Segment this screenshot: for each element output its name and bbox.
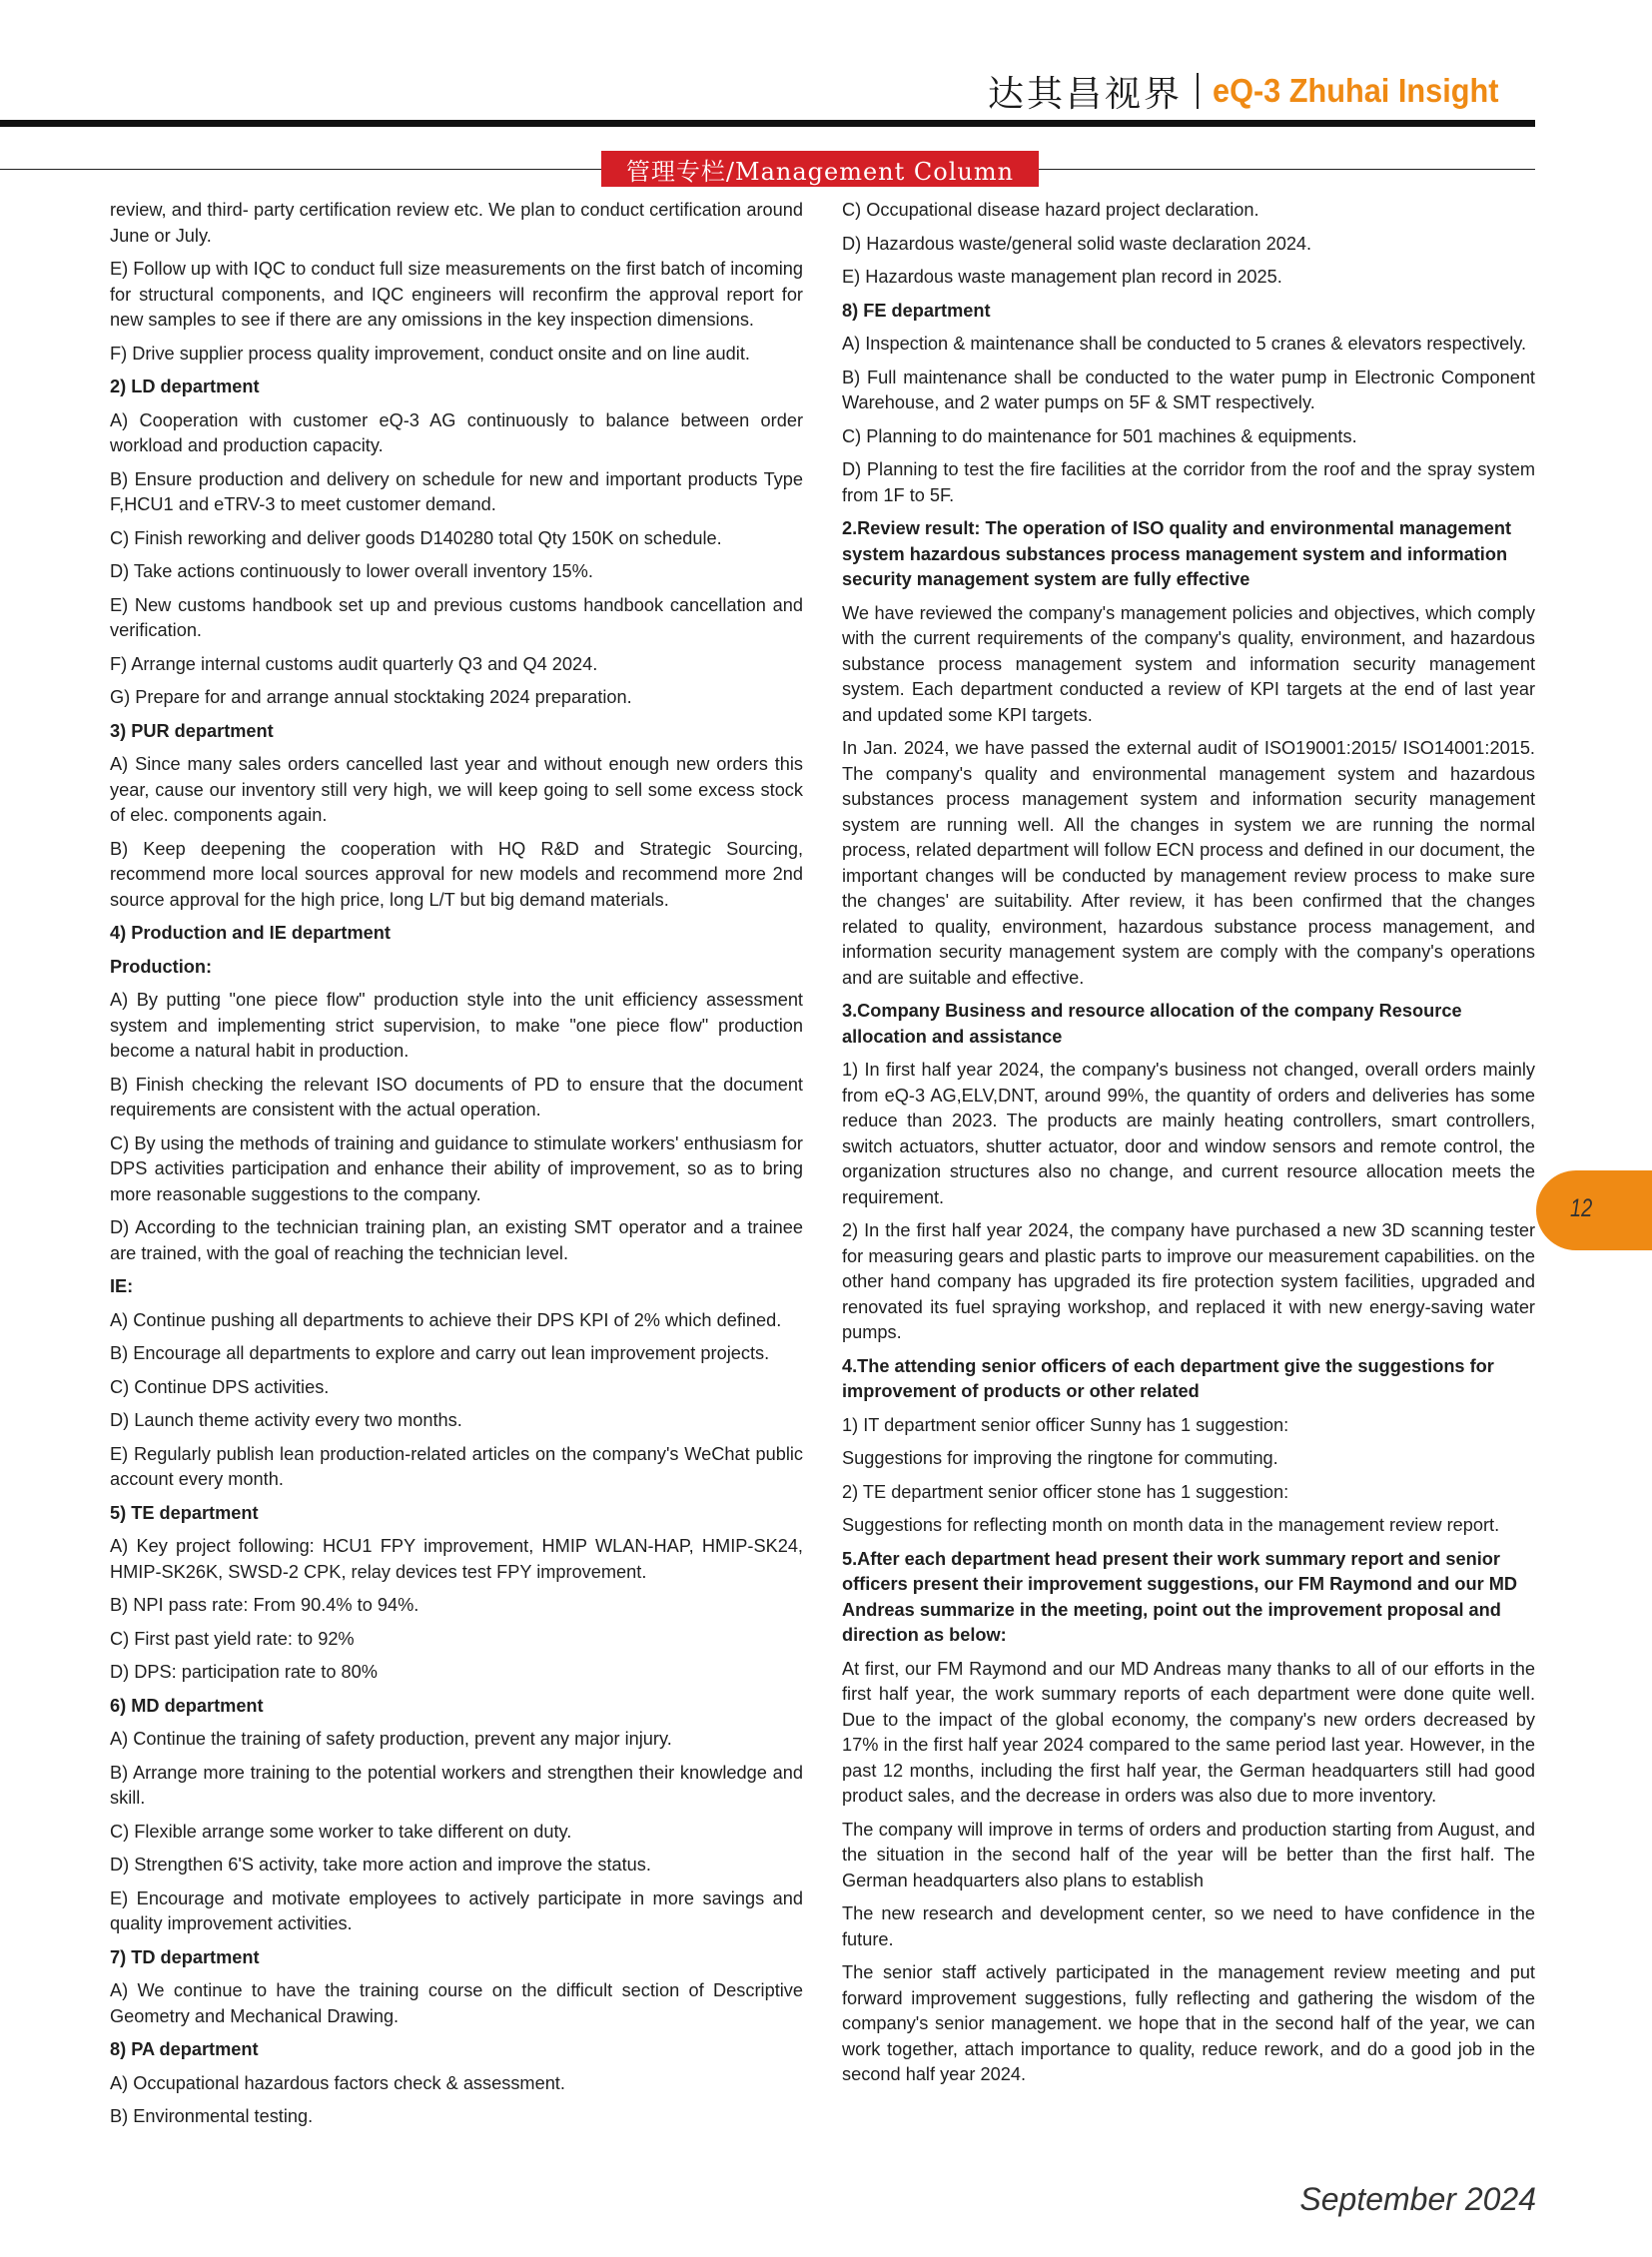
section-heading: 4) Production and IE department (110, 923, 391, 943)
paragraph: E) Regularly publish lean production-related articles on the company's WeChat public account every month. (110, 1443, 803, 1489)
paragraph: A) We continue to have the training course on the difficult section of Descriptive Geometry and Mechanical Drawing. (110, 1980, 803, 2026)
paragraph: E) Encourage and motivate employees to actively participate in more savings and quality improvement activities. (110, 1887, 803, 1933)
paragraph: The new research and development center, so we need to have confidence in the future. (842, 1903, 1535, 1949)
paragraph: A) Continue the training of safety production, prevent any major injury. (110, 1729, 672, 1749)
paragraph: The senior staff actively participated in the management review meeting and put forward improvement suggestions, fully reflecting and gathering the wisdom of the company's senior management. we hope that in the second half of the year, we can work together, attach importance to quality, reduce rework, and do a good job in the second half year 2024. (842, 1962, 1535, 2084)
paragraph: E) Hazardous waste management plan record in 2025. (842, 267, 1282, 287)
paragraph: D) Launch theme activity every two months. (110, 1410, 462, 1430)
section-heading: 2) LD department (110, 376, 260, 396)
paragraph: Suggestions for reflecting month on month data in the management review report. (842, 1515, 1500, 1535)
paragraph: B) Encourage all departments to explore and carry out lean improvement projects. (110, 1343, 770, 1363)
issue-date: September 2024 (1299, 2181, 1536, 2217)
left-text-column (110, 198, 803, 2138)
section-heading: 3.Company Business and resource allocation of the company Resource allocation and assistance (842, 1001, 1462, 1047)
paragraph: E) Follow up with IQC to conduct full size measurements on the first batch of incoming for structural components, and IQC engineers will reconfirm the approval report for new samples to see if there are any omissions in the key inspection dimensions. (110, 259, 803, 330)
paragraph: C) First past yield rate: to 92% (110, 1628, 355, 1649)
paragraph: review, and third- party certification review etc. We plan to conduct certification around June or July. (110, 200, 803, 246)
section-heading: 3) PUR department (110, 720, 274, 741)
paragraph: At first, our FM Raymond and our MD Andreas many thanks to all of our efforts in the first half year, the work summary reports of each department were done quite well. Due to the impact of the global economy, the company's new orders decreased by 17% in the first half year 2024 compared to the same period last year. However, in the past 12 months, including the first half year, the German headquarters still had good product sales, and the decrease in orders was also due to more inventory. (842, 1658, 1535, 1806)
section-heading: 8) FE department (842, 300, 991, 321)
paragraph: B) Arrange more training to the potential workers and strengthen their knowledge and skill. (110, 1762, 803, 1808)
paragraph: 1) In first half year 2024, the company's business not changed, overall orders mainly from eQ-3 AG,ELV,DNT, around 99%, the quantity of orders and deliveries has some reduce than 2023. The products are mainly heating controllers, smart controllers, switch actuators, shutter actuator, door and window sensors and remote control, the organization structures also no change, and current resource allocation meets the requirement. (842, 1060, 1535, 1207)
right-text-column (842, 198, 1535, 2096)
paragraph: F) Arrange internal customs audit quarterly Q3 and Q4 2024. (110, 653, 598, 674)
paragraph: D) DPS: participation rate to 80% (110, 1662, 378, 1682)
header-thick-rule (0, 120, 1535, 127)
paragraph: The company will improve in terms of orders and production starting from August, and the situation in the second half of the year will be better than the first half. The German headquarters also plans to establish (842, 1819, 1535, 1890)
section-heading: 6) MD department (110, 1695, 264, 1716)
section-heading: Production: (110, 956, 213, 977)
paragraph: A) Since many sales orders cancelled last year and without enough new orders this year, cause our inventory still very high, we will keep going to sell some excess stock of elec. components again. (110, 754, 803, 825)
paragraph: G) Prepare for and arrange annual stocktaking 2024 preparation. (110, 687, 632, 707)
page-number: 12 (1570, 1194, 1593, 1222)
paragraph: D) Planning to test the fire facilities at the corridor from the roof and the spray system from 1F to 5F. (842, 459, 1535, 505)
paragraph: 1) IT department senior officer Sunny has 1 suggestion: (842, 1414, 1289, 1435)
paragraph: A) By putting "one piece flow" production style into the unit efficiency assessment system and implementing strict supervision, to make "one piece flow" production become a natural habit in production. (110, 990, 803, 1061)
section-heading: 5) TE department (110, 1502, 259, 1523)
paragraph: C) Occupational disease hazard project declaration. (842, 200, 1259, 220)
brand-english-name: eQ-3 Zhuhai Insight (1212, 72, 1499, 109)
paragraph: C) By using the methods of training and guidance to stimulate workers' enthusiasm for DPS activities participation and enhance their ability of improvement, so as to bring more reasonable suggestions to the company. (110, 1132, 803, 1204)
paragraph: B) Full maintenance shall be conducted to the water pump in Electronic Component Warehouse, and 2 water pumps on 5F & SMT respectively. (842, 367, 1535, 412)
paragraph: B) NPI pass rate: From 90.4% to 94%. (110, 1595, 419, 1615)
paragraph: We have reviewed the company's management policies and objectives, which comply with the current requirements of the company's quality, environment, and hazardous substance process management system and information security management system. Each department conducted a review of KPI targets at the end of last year and updated some KPI targets. (842, 602, 1535, 725)
paragraph: B) Finish checking the relevant ISO documents of PD to ensure that the document requirements are consistent with the actual operation. (110, 1074, 803, 1120)
paragraph: B) Environmental testing. (110, 2106, 314, 2126)
paragraph: A) Key project following: HCU1 FPY improvement, HMIP WLAN-HAP, HMIP-SK24, HMIP-SK26K, SWSD-2 CPK, relay devices test FPY improvement. (110, 1536, 803, 1582)
paragraph: E) New customs handbook set up and previous customs handbook cancellation and verification. (110, 594, 803, 640)
paragraph: B) Keep deepening the cooperation with HQ R&D and Strategic Sourcing, recommend more local sources approval for new models and recommend more 2nd source approval for the high price, long L/T but big demand materials. (110, 838, 803, 910)
paragraph: In Jan. 2024, we have passed the external audit of ISO19001:2015/ ISO14001:2015. The company's quality and environmental management system and hazardous substances process management system and information security management system are running well. All the changes in system we are running the normal process, related department will follow ECN process and defined in our document, the important changes will be conducted by management review process to make sure the changes' are suitability. After review, it has been confirmed that the changes related to quality, environment, hazardous substance process management, and information security management system are comply with the company's operations and are suitable and effective. (842, 738, 1535, 988)
paragraph: D) Hazardous waste/general solid waste declaration 2024. (842, 233, 1312, 254)
section-heading: 5.After each department head present their work summary report and senior officers present their improvement suggestions, our FM Raymond and our MD Andreas summarize in the meeting, point out the improvement proposal and direction as below: (842, 1548, 1518, 1645)
paragraph: A) Inspection & maintenance shall be conducted to 5 cranes & elevators respectively. (842, 334, 1527, 354)
paragraph: 2) In the first half year 2024, the company have purchased a new 3D scanning tester for measuring gears and plastic parts to improve our measurement capabilities. on the other hand company has upgraded its fire protection system facilities, upgraded and renovated its fuel spraying workshop, and replaced it with new energy-saving water pumps. (842, 1220, 1535, 1342)
paragraph: A) Occupational hazardous factors check & assessment. (110, 2072, 565, 2093)
brand-divider (1197, 73, 1199, 109)
section-heading: 7) TD department (110, 1946, 260, 1967)
paragraph: C) Flexible arrange some worker to take different on duty. (110, 1821, 572, 1842)
paragraph: D) Take actions continuously to lower overall inventory 15%. (110, 561, 593, 581)
masthead-brand (988, 66, 1520, 116)
column-title-banner: 管理专栏/Management Column (601, 151, 1039, 187)
paragraph: C) Finish reworking and deliver goods D140280 total Qty 150K on schedule. (110, 527, 722, 548)
paragraph: C) Planning to do maintenance for 501 machines & equipments. (842, 425, 1357, 446)
paragraph: C) Continue DPS activities. (110, 1376, 330, 1397)
paragraph: D) According to the technician training plan, an existing SMT operator and a trainee are trained, with the goal of reaching the technician level. (110, 1217, 803, 1263)
brand-chinese-name: 达其昌视界 (987, 73, 1183, 115)
section-heading: 4.The attending senior officers of each department give the suggestions for improvement of products or other related (842, 1355, 1494, 1401)
paragraph: 2) TE department senior officer stone has 1 suggestion: (842, 1481, 1289, 1502)
section-heading: 2.Review result: The operation of ISO quality and environmental management system hazardous substances process management system and information security management system are fully effective (842, 518, 1512, 589)
section-heading: 8) PA department (110, 2039, 259, 2059)
paragraph: Suggestions for improving the ringtone for commuting. (842, 1448, 1278, 1468)
section-heading: IE: (110, 1276, 134, 1296)
paragraph: A) Cooperation with customer eQ-3 AG continuously to balance between order workload and production capacity. (110, 409, 803, 455)
paragraph: A) Continue pushing all departments to achieve their DPS KPI of 2% which defined. (110, 1309, 782, 1330)
paragraph: D) Strengthen 6'S activity, take more action and improve the status. (110, 1855, 651, 1875)
paragraph: B) Ensure production and delivery on schedule for new and important products Type F,HCU1 and eTRV-3 to meet customer demand. (110, 468, 803, 514)
paragraph: F) Drive supplier process quality improvement, conduct onsite and on line audit. (110, 343, 750, 364)
